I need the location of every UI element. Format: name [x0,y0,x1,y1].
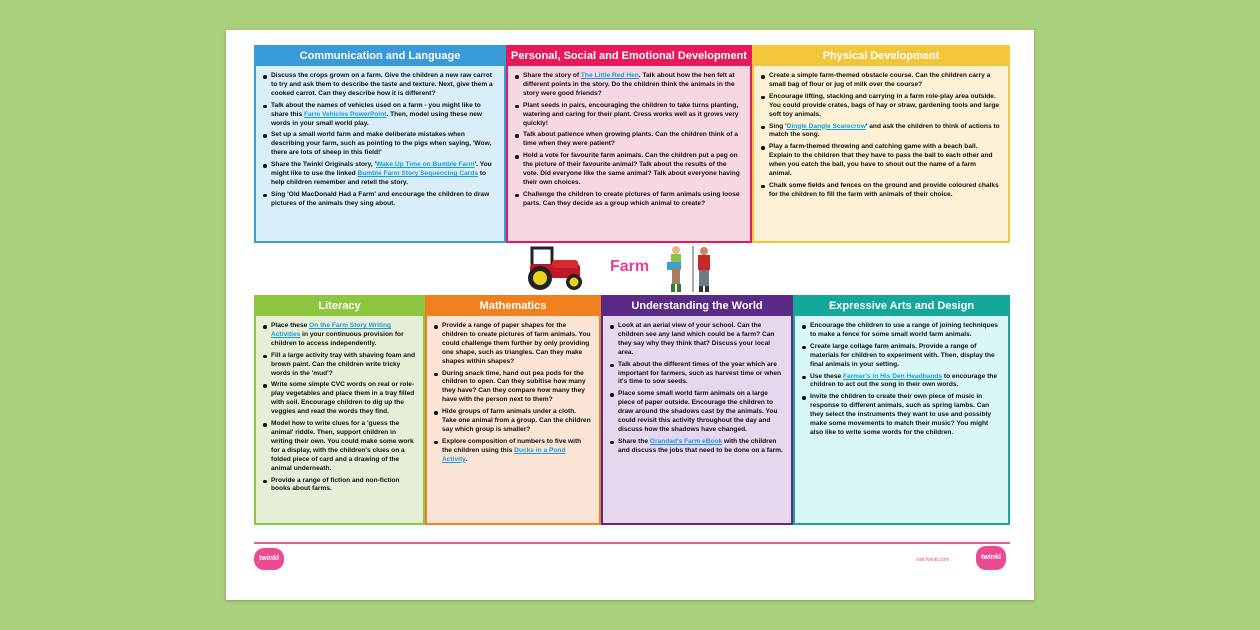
list-item [262,131,496,158]
bullet-text: Discuss the crops grown on a farm. Give the children a new raw carrot to try and ask them to describe the taste and texture. Next, give them a cooked carrot. Can they describe how it is different? [271,72,493,97]
bullet-text: Sing 'Old MacDonald Had a Farm' and encourage the children to draw pictures of the animals they sing about. [271,190,490,207]
bullet-text: Plant seeds in pairs, encouraging the children to take turns planting, watering and caring for their plant. Cress works well as it grows very quickly! [523,101,739,127]
bullet-text: Look at an aerial view of your school. Can the children see any land which could be a farm? Can they say why they think that? Discuss your local area. [618,322,775,356]
tractor-icon [522,246,592,292]
bullet-text: Share the story of [523,72,581,79]
bullet-text: Encourage lifting, stacking and carrying in a farm role-play area outside. You could provide crates, bags of hay or straw, gardening tools and large soft toy animals. [769,92,1000,118]
list-item [433,438,591,465]
bullet-list [795,316,1008,438]
bullet-text: Place some small world farm animals on a large piece of paper outside. Encourage the children to draw around the shadows cast by the animals. You could revisit this activity throughout the day and discuss how the shadows have changed. [618,390,778,433]
bullet-text: in your continuous provision for children to access independently. [271,330,404,347]
bullet-text: Share the [618,437,650,445]
resource-link[interactable]: Grandad's Farm eBook [649,437,723,445]
list-item [801,393,1000,438]
resource-link[interactable]: The Little Red Hen [580,72,639,79]
bullet-text: Hold a vote for favourite farm animals. Can the children put a peg on the picture of their favourite animal? Talk about the results of the vote. Did everyone like the same animal? Talk about everyone having their own choices. [523,152,740,186]
bullet-text: '. You might like to use the linked [271,161,492,178]
list-item [262,102,496,129]
bullet-text: Talk about patience when growing plants. Can the children think of a time when they were patient? [523,131,738,148]
resource-link[interactable]: Dingle Dangle Scarecrow [786,122,866,130]
panel-physical-development [752,45,1010,243]
bullet-text: Set up a small world farm and make deliberate mistakes when describing your farm, such as pointing to the pigs when saying, 'Wow, there are lots of sheep in this field!' [271,131,492,157]
list-item [514,72,742,99]
list-item [760,123,1000,141]
list-item [262,477,415,495]
list-item [262,322,415,349]
panel-heading: Mathematics [427,297,599,316]
bullet-list [256,66,504,209]
bullet-text: Invite the children to create their own piece of music in response to different animals, such as spring lambs. Can they select the instruments they want to use and possibly make some movements to match their music? You might also like to write some words for the children. [810,393,992,436]
panel-expressive-arts [793,295,1010,525]
bullet-text: Create large collage farm animals. Provide a range of materials for children to experiment with. Then, display the final animals in your setting. [810,342,995,368]
panel-psed [506,45,752,243]
list-item [514,152,742,188]
list-item [760,182,1000,200]
bullet-text: Explore composition of numbers to five with the children using this [442,437,582,454]
bullet-text: ' and ask the children to think of actions to match the song. [769,122,1000,139]
resource-link[interactable]: Wake Up Time on Bumble Farm [376,161,475,169]
list-item [514,102,742,129]
resource-link[interactable]: Bumble Farm Story Sequencing Cards [357,170,479,178]
bullet-text: Provide a range of paper shapes for the children to create pictures of farm animals. You could challenge them further by only providing one shape, such as triangles. Can they make shapes within shapes? [442,322,591,365]
bullet-text: . [465,455,468,463]
footer-divider [254,542,1010,544]
panel-heading: Expressive Arts and Design [795,297,1008,316]
list-item [760,143,1000,179]
list-item [433,408,591,435]
bullet-list [754,66,1008,200]
resource-link[interactable]: On the Farm Story Writing Activities [271,322,392,338]
panel-understanding-world [601,295,793,525]
list-item [760,93,1000,120]
bullet-text: Talk about the names of vehicles used on a farm - you might like to share this [271,101,481,118]
list-item [433,322,591,367]
list-item [514,191,742,209]
list-item [514,131,742,149]
bullet-text: to help children remember and retell the story. [271,170,487,186]
panel-heading: Communication and Language [256,47,504,66]
bullet-text: Share the Twinkl Originals story, ' [271,161,377,169]
resource-link[interactable]: Farmer's in His Den Headbands [843,372,943,380]
list-item [801,343,1000,370]
list-item [433,370,591,406]
resource-link[interactable]: Farm Vehicles PowerPoint [303,110,387,118]
bullet-text: Provide a range of fiction and non-fiction books about farms. [271,476,400,493]
bullet-text: . Talk about how the hen felt at different points in the story. Do the children think the animals in the story were good friends? [523,72,735,97]
bullet-text: to encourage the children to act out the song in their own words. [810,372,998,389]
document-title: Farm [610,258,650,275]
document-page [226,30,1034,600]
bullet-text: During snack time, hand out pea pods for the children to open. Can they subitise how many they have? Can they compare how many they have with the person next to them? [442,369,586,404]
list-item [760,72,1000,90]
panel-mathematics [425,295,601,525]
panel-heading: Literacy [256,297,423,316]
list-item [609,361,783,388]
bullet-text: Use these [810,372,843,380]
list-item [801,322,1000,340]
list-item [262,191,496,209]
panel-heading: Physical Development [754,47,1008,66]
bullet-list [256,316,423,494]
list-item [262,352,415,379]
panel-communication-language [254,45,506,243]
bullet-text: Encourage the children to use a range of joining techniques to make a fence for some small world farm animals. [810,322,998,338]
bullet-text: Write some simple CVC words on real or role-play vegetables and place them in a tray filled with soil. Encourage children to dig up the veggies and read the words they find. [271,381,415,416]
list-item [609,322,783,358]
bullet-text: with the children and discuss the jobs that need to be done on a farm. [618,437,783,454]
list-item [609,390,783,435]
bullet-text: . Then, model using these new words in your small world play. [271,110,483,127]
bullet-text: Place these [271,322,310,329]
list-item [609,438,783,456]
list-item [262,420,415,473]
resource-link[interactable]: Ducks in a Pond Activity [442,446,566,463]
bullet-text: Chalk some fields and fences on the ground and provide coloured chalks for the children to fill the farm with animals of their choice. [769,181,999,198]
twinkl-logo: twinkl [254,548,284,570]
farmers-icon [664,244,720,294]
panel-heading: Personal, Social and Emotional Development [508,47,750,66]
bullet-list [427,316,599,465]
list-item [262,72,496,99]
bullet-list [603,316,791,456]
bullet-text: Create a simple farm-themed obstacle course. Can the children carry a small bag of flour or jug of milk over the course? [769,72,991,88]
bullet-text: Hide groups of farm animals under a cloth. Take one animal from a group. Can the children say which group is smaller? [442,408,591,433]
list-item [262,161,496,188]
list-item [262,381,415,417]
bullet-text: Play a farm-themed throwing and catching game with a beach ball. Explain to the children that they have to pass the ball to each other and when you catch the ball, you have to shout out the name of a farm animal. [769,143,993,178]
bullet-text: Challenge the children to create pictures of farm animals using loose parts. Can they decide as a group which animal to create? [523,190,740,207]
bullet-text: Fill a large activity tray with shaving foam and brown paint. Can the children write tricky words in the 'mud'? [271,351,416,377]
bullet-text: Sing ' [769,122,787,130]
footer-link[interactable]: visit twinkl.com [916,557,950,563]
bullet-text: Model how to write clues for a 'guess the animal' riddle. Then, support children in writing their own. You could make some work for a display, with the children's clues on a folded piece of card and a drawing of the animal underneath. [271,420,414,472]
panel-literacy [254,295,425,525]
list-item [801,373,1000,391]
bullet-text: Talk about the different times of the year which are important for farmers, such as harvest time or when it's time to sow seeds. [618,360,782,386]
panel-heading: Understanding the World [603,297,791,316]
bullet-list [508,66,750,209]
twinkl-logo-small: twinkl [976,546,1006,570]
